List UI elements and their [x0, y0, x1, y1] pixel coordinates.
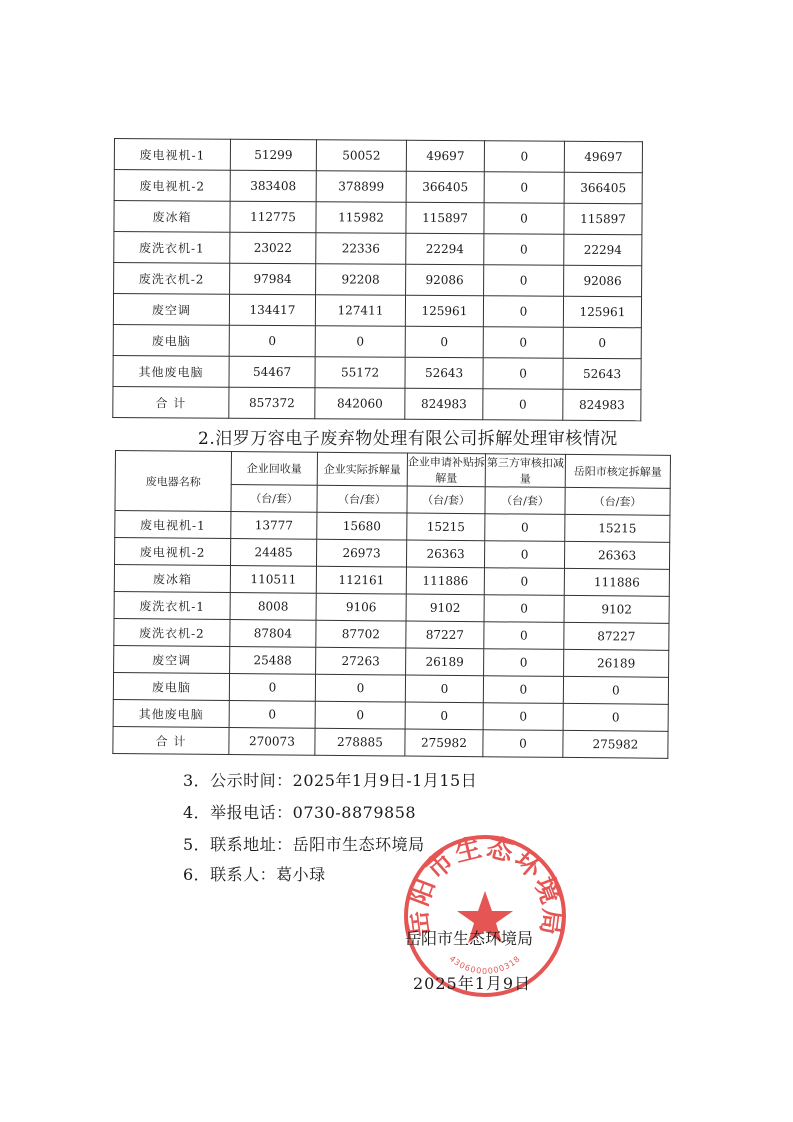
quantity-cell: 842060	[315, 388, 405, 420]
quantity-cell: 8008	[230, 593, 316, 621]
header-approved-qty: 岳阳市核定拆解量	[565, 454, 670, 488]
quantity-cell: 97984	[230, 263, 316, 295]
appliance-name-cell: 废电视机-2	[114, 170, 230, 202]
table2-header-row	[115, 451, 670, 489]
quantity-cell: 0	[563, 676, 668, 704]
quantity-cell: 0	[484, 649, 564, 677]
quantity-cell: 92086	[564, 265, 642, 296]
quantity-cell: 0	[229, 325, 315, 357]
quantity-cell: 9102	[564, 595, 669, 623]
quantity-cell: 0	[484, 265, 564, 296]
quantity-cell: 13777	[231, 512, 317, 540]
quantity-cell: 275982	[563, 730, 668, 758]
appliance-name-cell: 废电视机-1	[114, 139, 230, 171]
quantity-cell: 87227	[406, 621, 484, 649]
quantity-cell: 22294	[564, 234, 642, 265]
quantity-cell: 0	[485, 514, 565, 542]
quantity-cell: 0	[483, 296, 563, 327]
table-row	[114, 170, 642, 204]
disassembly-table-1	[112, 138, 643, 421]
quantity-cell: 0	[405, 675, 483, 703]
section-2-title: 2.汨罗万容电子废弃物处理有限公司拆解处理审核情况	[198, 429, 618, 449]
appliance-name-cell: 废电视机-2	[115, 538, 231, 566]
quantity-cell: 0	[483, 327, 563, 358]
quantity-cell: 112161	[316, 566, 406, 594]
table-row	[113, 726, 668, 758]
quantity-cell: 127411	[315, 295, 405, 327]
quantity-cell: 0	[229, 674, 315, 702]
signature-date: 2025年1月9日	[413, 974, 532, 993]
quantity-cell: 54467	[229, 356, 315, 388]
header-third-party-deduction: 第三方审核扣减量	[485, 454, 565, 488]
appliance-name-cell: 其他废电脑	[113, 699, 229, 727]
appliance-name-cell: 废空调	[114, 645, 230, 673]
quantity-cell: 0	[484, 622, 564, 650]
quantity-cell: 92208	[316, 264, 406, 296]
appliance-name-cell: 废电视机-1	[115, 511, 231, 539]
report-phone: 4．举报电话：0730-8879858	[183, 803, 417, 822]
contact-address: 5．联系地址：岳阳市生态环境局	[183, 835, 425, 854]
appliance-name-cell: 合 计	[113, 726, 229, 754]
quantity-cell: 23022	[230, 232, 316, 264]
unit-label: （台/套）	[485, 487, 565, 515]
quantity-cell: 51299	[230, 139, 316, 171]
appliance-name-cell: 废洗衣机-2	[114, 263, 230, 295]
quantity-cell: 112775	[230, 201, 316, 233]
quantity-cell: 0	[484, 568, 564, 596]
quantity-cell: 24485	[230, 539, 316, 567]
unit-label: （台/套）	[231, 485, 317, 513]
quantity-cell: 0	[484, 172, 564, 203]
quantity-cell: 22336	[316, 233, 406, 265]
table-row	[113, 324, 641, 358]
header-actual-disassembled: 企业实际拆解量	[317, 452, 407, 486]
quantity-cell: 49697	[564, 141, 642, 172]
quantity-cell: 15215	[565, 514, 670, 542]
quantity-cell: 27263	[316, 647, 406, 675]
quantity-cell: 0	[484, 595, 564, 623]
quantity-cell: 383408	[230, 170, 316, 202]
quantity-cell: 125961	[405, 295, 483, 326]
quantity-cell: 9102	[406, 594, 484, 622]
quantity-cell: 0	[405, 326, 483, 357]
table-row	[113, 294, 641, 328]
quantity-cell: 0	[315, 674, 405, 702]
quantity-cell: 824983	[563, 389, 641, 420]
quantity-cell: 87227	[564, 622, 669, 650]
appliance-name-cell: 废冰箱	[114, 565, 230, 593]
appliance-name-cell: 废空调	[113, 294, 229, 326]
quantity-cell: 115982	[316, 202, 406, 234]
quantity-cell: 26189	[406, 648, 484, 676]
quantity-cell: 857372	[229, 387, 315, 419]
quantity-cell: 366405	[564, 172, 642, 203]
quantity-cell: 0	[483, 358, 563, 389]
quantity-cell: 115897	[406, 202, 484, 233]
unit-label: （台/套）	[317, 485, 407, 513]
quantity-cell: 378899	[316, 171, 406, 203]
quantity-cell: 87804	[230, 620, 316, 648]
quantity-cell: 50052	[316, 140, 406, 172]
quantity-cell: 55172	[315, 357, 405, 389]
quantity-cell: 0	[405, 702, 483, 730]
quantity-cell: 111886	[406, 567, 484, 595]
quantity-cell: 0	[483, 730, 563, 758]
table1-body	[113, 139, 643, 421]
appliance-name-cell: 废洗衣机-2	[114, 618, 230, 646]
table2-body	[113, 511, 670, 759]
quantity-cell: 0	[315, 326, 405, 358]
quantity-cell: 9106	[316, 593, 406, 621]
table-row	[114, 139, 642, 173]
quantity-cell: 49697	[406, 140, 484, 171]
quantity-cell: 15680	[317, 512, 407, 540]
unit-label: （台/套）	[407, 486, 485, 514]
appliance-name-cell: 合 计	[113, 386, 229, 418]
quantity-cell: 134417	[229, 294, 315, 326]
unit-label: （台/套）	[565, 487, 670, 515]
header-subsidy-requested: 企业申请补贴拆解量	[407, 453, 485, 487]
quantity-cell: 0	[484, 203, 564, 234]
quantity-cell: 0	[484, 541, 564, 569]
quantity-cell: 26189	[564, 649, 669, 677]
appliance-name-cell: 废洗衣机-1	[114, 232, 230, 264]
quantity-cell: 87702	[316, 620, 406, 648]
table-row	[114, 263, 642, 297]
quantity-cell: 270073	[229, 728, 315, 756]
svg-text:岳阳市生态环境局: 岳阳市生态环境局	[402, 833, 568, 939]
quantity-cell: 824983	[405, 388, 483, 419]
quantity-cell: 0	[483, 676, 563, 704]
table-row	[114, 201, 642, 235]
quantity-cell: 92086	[406, 264, 484, 295]
quantity-cell: 0	[484, 141, 564, 172]
quantity-cell: 25488	[230, 647, 316, 675]
quantity-cell: 110511	[230, 566, 316, 594]
appliance-name-cell: 其他废电脑	[113, 355, 229, 387]
contact-person: 6．联系人：葛小琭	[183, 865, 326, 884]
signature-organization: 岳阳市生态环境局	[405, 929, 534, 948]
quantity-cell: 125961	[563, 296, 641, 327]
quantity-cell: 275982	[405, 729, 483, 757]
quantity-cell: 0	[484, 234, 564, 265]
header-appliance-name: 废电器名称	[115, 451, 232, 512]
quantity-cell: 0	[315, 701, 405, 729]
quantity-cell: 0	[563, 703, 668, 731]
announcement-period: 3．公示时间：2025年1月9日-1月15日	[183, 771, 478, 790]
quantity-cell: 366405	[406, 171, 484, 202]
appliance-name-cell: 废电脑	[113, 324, 229, 356]
table-row	[113, 386, 641, 420]
quantity-cell: 0	[229, 701, 315, 729]
quantity-cell: 0	[483, 389, 563, 420]
quantity-cell: 26973	[316, 539, 406, 567]
quantity-cell: 15215	[407, 513, 485, 541]
appliance-name-cell: 废冰箱	[114, 201, 230, 233]
quantity-cell: 0	[563, 327, 641, 358]
header-recovered-qty: 企业回收量	[231, 452, 317, 486]
quantity-cell: 111886	[564, 568, 669, 596]
quantity-cell: 0	[483, 703, 563, 731]
quantity-cell: 26363	[406, 540, 484, 568]
disassembly-table-2	[112, 450, 671, 759]
quantity-cell: 52643	[405, 357, 483, 388]
quantity-cell: 22294	[406, 233, 484, 264]
quantity-cell: 26363	[564, 541, 669, 569]
table-row	[113, 355, 641, 389]
table-row	[114, 232, 642, 266]
appliance-name-cell: 废电脑	[113, 672, 229, 700]
quantity-cell: 278885	[315, 728, 405, 756]
svg-text:4306000000318: 4306000000318	[447, 954, 523, 976]
quantity-cell: 115897	[564, 203, 642, 234]
appliance-name-cell: 废洗衣机-1	[114, 591, 230, 619]
quantity-cell: 52643	[563, 358, 641, 389]
